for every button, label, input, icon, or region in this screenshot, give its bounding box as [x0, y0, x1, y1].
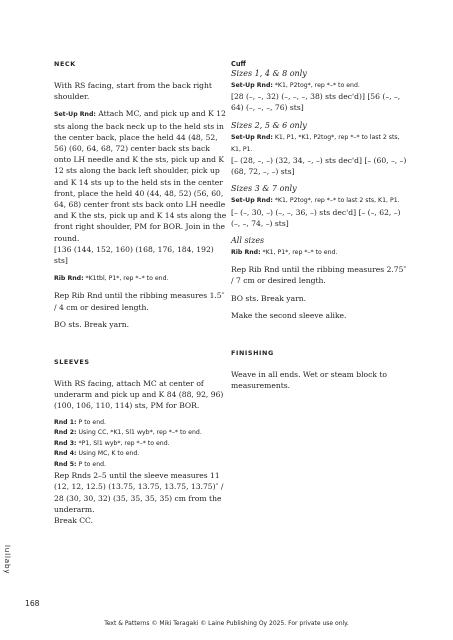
page-number: 168 [25, 599, 40, 608]
cuff-sizes-1-title: Sizes 1, 4 & 8 only [231, 69, 307, 78]
neck-rib-text: *K1tbl, P1*, rep *–* to end. [83, 275, 169, 283]
neck-intro: With RS facing, start from the back right shoulder. [54, 81, 212, 102]
cuff-bo: BO sts. Break yarn. [231, 293, 307, 303]
setup-label: Set-Up Rnd: [231, 82, 273, 89]
cuff-sizes-2-title: Sizes 2, 5 & 6 only [231, 120, 307, 130]
neck-setup-text: Attach MC, and pick up and K 12 sts along the back neck up to the held sts in the center back, place the held 44 (48, 52, 56) (60, 64, 68, 72) center back sts back onto LH needle and K the sts, pick up and K 12 sts along the back left shoulder, pick up and K 14 sts up to the held sts in the center front, place the held 40 (44, 48, 52) (56, 60, 64, 68) center front sts back onto LH needle and K the sts, pick up and K 14 sts along the front right shoulder, PM for BOR. Join in the round. [54, 109, 227, 243]
sleeves-rep: Rep Rnds 2–5 until the sleeve measures 11 (12, 12, 12.5) (13.75, 13.75, 13.75, 13.75)″ / 28 (30, 30, 32) (35, 35, 35, 35) cm from the underarm. [54, 471, 224, 514]
cuff-sizes-1-count: [28 (–, –, 32) (–, –, –, 38) sts dec'd)] [56 (–, –, 64) (–, –, –, 76) sts] [231, 92, 401, 113]
sleeves-round-3 [54, 439, 229, 450]
setup-label: Set-Up Rnd: [231, 133, 273, 141]
round-text: *P1, Sl1 wyb*, rep *–* to end. [76, 439, 170, 447]
neck-bo: BO sts. Break yarn. [54, 319, 130, 329]
sleeves-break: Break CC. [54, 515, 94, 525]
sleeves-round-1 [54, 418, 229, 429]
setup-text: *K1, P2tog*, rep *–* to last 2 sts, K1, P1. [272, 197, 400, 205]
cuff-sizes-3-count: [– (–, 30, –) (–, –, 36, –) sts dec'd] [– (–, 62, –) (–, –, 74, –) sts] [231, 207, 401, 228]
cuff-rib-round [231, 246, 411, 258]
setup-label: Set-Up Rnd: [231, 197, 273, 205]
finishing-heading: FINISHING [231, 349, 274, 358]
cuff-rep: Rep Rib Rnd until the ribbing measures 2.75″ / 7 cm or desired length. [231, 265, 407, 286]
round-label: Rnd 3: [54, 439, 77, 447]
neck-rep: Rep Rib Rnd until the ribbing measures 1.5″ / 4 cm or desired length. [54, 291, 225, 312]
cuff-heading: Cuff [231, 60, 246, 68]
right-column [231, 60, 411, 391]
round-label: Rnd 2: [54, 429, 77, 437]
neck-stitch-count: [136 (144, 152, 160) (168, 176, 184, 192) sts] [54, 244, 214, 266]
round-label: Rnd 5: [54, 460, 77, 468]
sleeves-round-4 [54, 449, 229, 460]
cuff-sizes-2-setup [231, 131, 411, 155]
neck-setup-label: Set-Up Rnd: [54, 111, 96, 119]
round-text: Using MC, K to end. [76, 450, 140, 458]
round-text: P to end. [76, 418, 107, 426]
setup-text: *K1, P2tog*, rep *–* to end. [272, 82, 360, 89]
sleeves-intro: With RS facing, attach MC at center of underarm and pick up and K 84 (88, 92, 96) (100, 106, 110, 114) sts, PM for BOR. [54, 379, 224, 411]
sleeves-heading: SLEEVES [54, 358, 90, 367]
cuff-sizes-2-count: [– (28, –, –) (32, 34, –, –) sts dec'd] [– (60, –, –) (68, 72, –, –) sts] [231, 156, 407, 177]
neck-rib-label: Rib Rnd: [54, 275, 84, 283]
rib-text: *K1, P1*, rep *–* to end. [260, 249, 338, 257]
neck-heading: NECK [54, 60, 76, 68]
footer-copyright: Text & Patterns © Miki Teragaki © Laine Publishing Oy 2025. For private use only. [104, 620, 349, 627]
cuff-sizes-1-setup [231, 79, 411, 91]
neck-setup-round [54, 108, 229, 243]
finishing-text: Weave in all ends. Wet or steam block to measurements. [231, 370, 388, 391]
neck-rib-round [54, 272, 229, 284]
cuff-sizes-3-title: Sizes 3 & 7 only [231, 184, 297, 194]
sleeves-round-2 [54, 428, 229, 439]
cuff-all-sizes-title: All sizes [231, 236, 265, 246]
round-text: Using CC, *K1, Sl1 wyb*, rep *–* to end. [76, 429, 202, 437]
round-label: Rnd 4: [54, 450, 77, 458]
side-label: lullaby [3, 545, 12, 575]
cuff-second-sleeve: Make the second sleeve alike. [231, 310, 347, 320]
setup-text: K1, P1, *K1, P2tog*, rep *–* to last 2 sts, K1, P1. [231, 133, 400, 153]
left-column [54, 60, 229, 526]
round-text: P to end. [76, 460, 107, 468]
sleeves-round-5 [54, 460, 229, 471]
round-label: Rnd 1: [54, 418, 77, 426]
cuff-sizes-3-setup [231, 194, 411, 206]
rib-label: Rib Rnd: [231, 249, 261, 257]
